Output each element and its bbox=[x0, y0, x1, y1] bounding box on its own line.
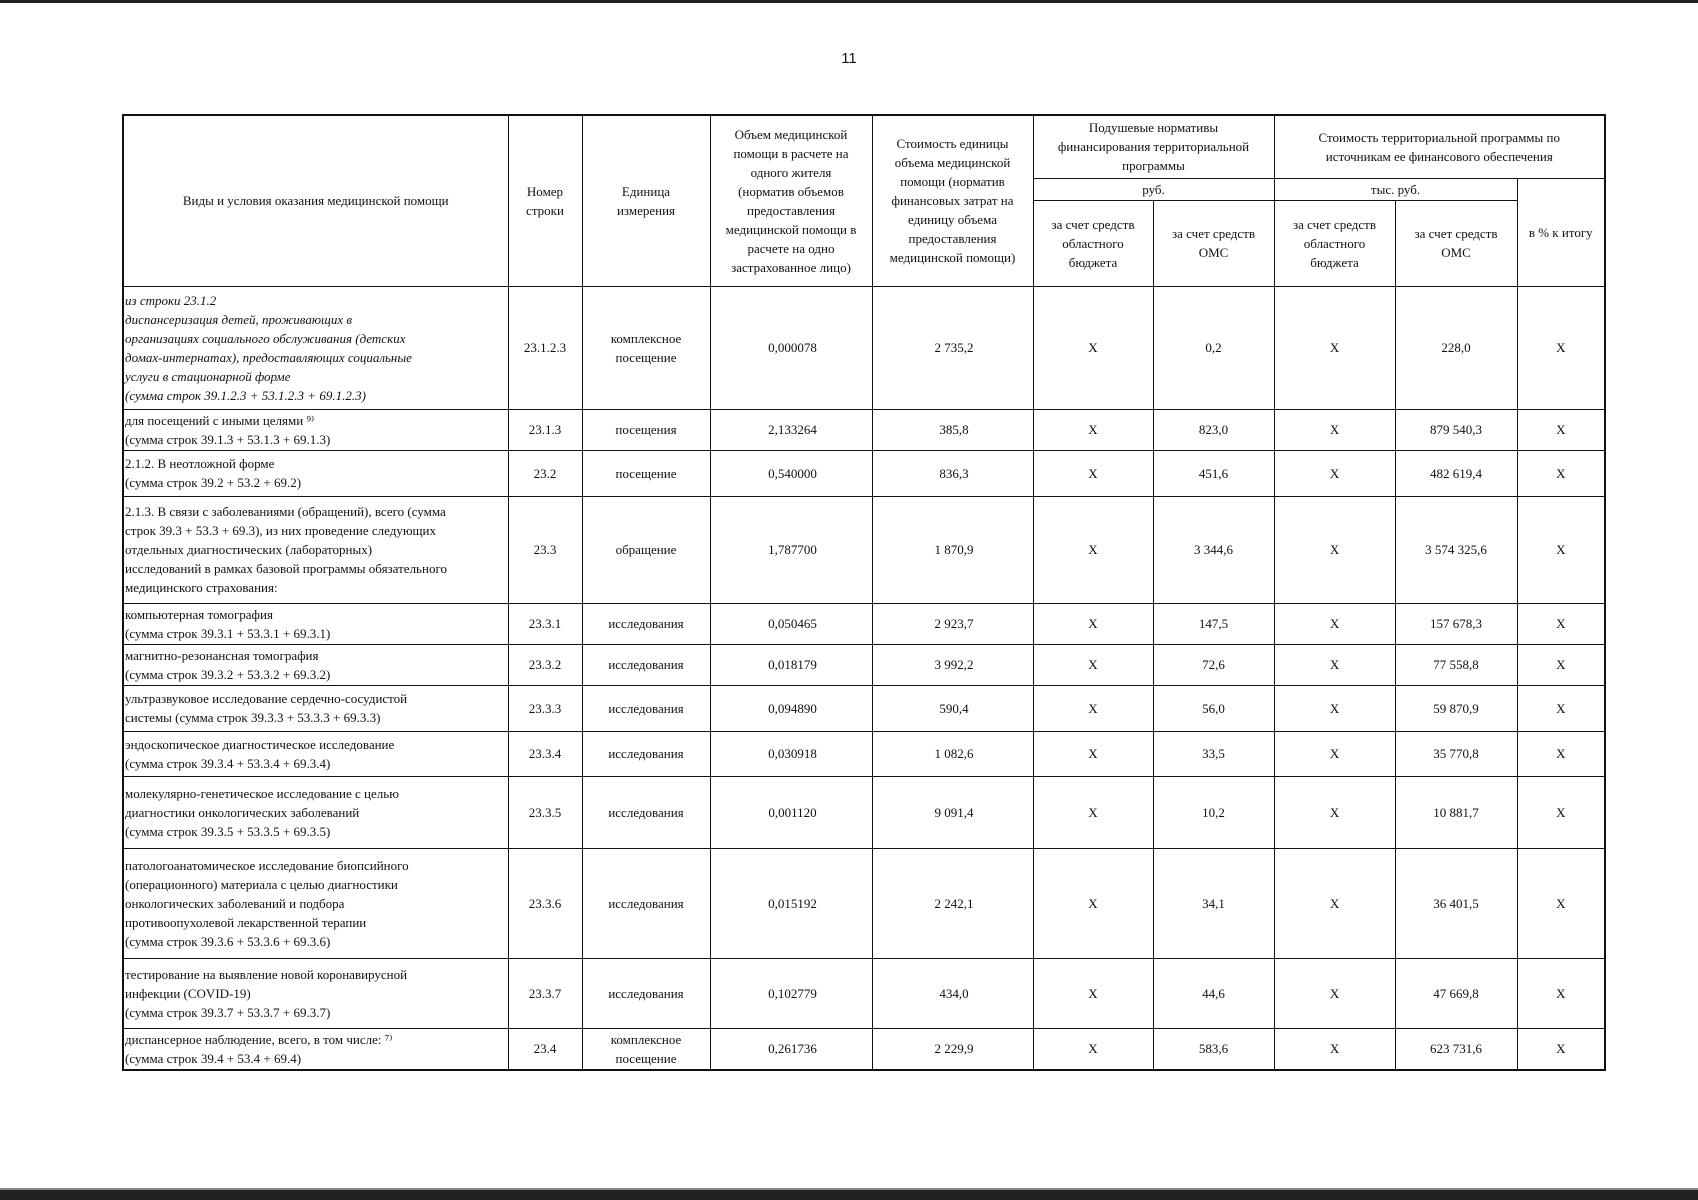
row-unit: комплексное посещение bbox=[582, 286, 710, 409]
row-cost-budget: Х bbox=[1274, 776, 1395, 848]
row-per-capita-oms: 10,2 bbox=[1153, 776, 1274, 848]
row-unit: посещения bbox=[582, 409, 710, 450]
row-number: 23.3.6 bbox=[508, 848, 582, 958]
row-per-capita-oms: 451,6 bbox=[1153, 450, 1274, 496]
row-percent-total: Х bbox=[1517, 409, 1605, 450]
row-per-capita-oms: 583,6 bbox=[1153, 1028, 1274, 1070]
row-per-capita-oms: 3 344,6 bbox=[1153, 496, 1274, 603]
row-volume: 0,261736 bbox=[710, 1028, 872, 1070]
scan-top-edge bbox=[0, 0, 1698, 3]
header-type: Виды и условия оказания медицинской помощи bbox=[123, 115, 508, 286]
row-per-capita-oms: 823,0 bbox=[1153, 409, 1274, 450]
row-description: магнитно-резонансная томография (сумма строк 39.3.2 + 53.3.2 + 69.3.2) bbox=[123, 644, 508, 685]
table-row bbox=[123, 848, 1605, 958]
row-percent-total: Х bbox=[1517, 776, 1605, 848]
row-per-capita-budget: Х bbox=[1033, 848, 1153, 958]
row-cost-oms: 47 669,8 bbox=[1395, 958, 1517, 1028]
header-row-number: Номер строки bbox=[508, 115, 582, 286]
row-per-capita-oms: 56,0 bbox=[1153, 685, 1274, 731]
header-regional-budget: за счет средств областного бюджета bbox=[1033, 200, 1153, 286]
row-per-capita-oms: 44,6 bbox=[1153, 958, 1274, 1028]
row-unit: исследования bbox=[582, 776, 710, 848]
table-row bbox=[123, 409, 1605, 450]
row-cost-oms: 59 870,9 bbox=[1395, 685, 1517, 731]
row-unit-cost: 385,8 bbox=[872, 409, 1033, 450]
row-description: компьютерная томография (сумма строк 39.3.1 + 53.3.1 + 69.3.1) bbox=[123, 603, 508, 644]
row-cost-budget: Х bbox=[1274, 958, 1395, 1028]
row-unit-cost: 434,0 bbox=[872, 958, 1033, 1028]
row-volume: 1,787700 bbox=[710, 496, 872, 603]
row-unit: исследования bbox=[582, 848, 710, 958]
table-header bbox=[123, 115, 1605, 286]
row-unit: обращение bbox=[582, 496, 710, 603]
table-row bbox=[123, 603, 1605, 644]
row-unit: исследования bbox=[582, 644, 710, 685]
row-per-capita-budget: Х bbox=[1033, 731, 1153, 776]
row-unit-cost: 2 735,2 bbox=[872, 286, 1033, 409]
row-cost-oms: 879 540,3 bbox=[1395, 409, 1517, 450]
row-percent-total: Х bbox=[1517, 644, 1605, 685]
row-volume: 2,133264 bbox=[710, 409, 872, 450]
row-percent-total: Х bbox=[1517, 731, 1605, 776]
financing-table bbox=[122, 114, 1606, 1071]
row-unit-cost: 1 082,6 bbox=[872, 731, 1033, 776]
page-number: 11 bbox=[841, 50, 857, 67]
row-percent-total: Х bbox=[1517, 286, 1605, 409]
row-unit: комплексное посещение bbox=[582, 1028, 710, 1070]
row-percent-total: Х bbox=[1517, 603, 1605, 644]
table-row bbox=[123, 644, 1605, 685]
row-cost-budget: Х bbox=[1274, 1028, 1395, 1070]
row-percent-total: Х bbox=[1517, 450, 1605, 496]
row-per-capita-budget: Х bbox=[1033, 958, 1153, 1028]
row-number: 23.2 bbox=[508, 450, 582, 496]
row-per-capita-budget: Х bbox=[1033, 450, 1153, 496]
row-unit-cost: 2 923,7 bbox=[872, 603, 1033, 644]
row-number: 23.3.2 bbox=[508, 644, 582, 685]
row-number: 23.1.3 bbox=[508, 409, 582, 450]
row-volume: 0,000078 bbox=[710, 286, 872, 409]
row-unit: посещение bbox=[582, 450, 710, 496]
row-unit: исследования bbox=[582, 731, 710, 776]
header-unit: Единица измерения bbox=[582, 115, 710, 286]
row-cost-budget: Х bbox=[1274, 848, 1395, 958]
header-cost: Стоимость единицы объема медицинской помощи (норматив финансовых затрат на единицу объема предоставления медицинской помощи) bbox=[872, 115, 1033, 286]
table-row bbox=[123, 685, 1605, 731]
row-percent-total: Х bbox=[1517, 958, 1605, 1028]
row-unit-cost: 2 242,1 bbox=[872, 848, 1033, 958]
row-volume: 0,015192 bbox=[710, 848, 872, 958]
row-cost-oms: 35 770,8 bbox=[1395, 731, 1517, 776]
row-description: для посещений с иными целями ⁹⁾ (сумма строк 39.1.3 + 53.1.3 + 69.1.3) bbox=[123, 409, 508, 450]
table-row bbox=[123, 286, 1605, 409]
row-per-capita-budget: Х bbox=[1033, 685, 1153, 731]
row-per-capita-budget: Х bbox=[1033, 409, 1153, 450]
table-row bbox=[123, 731, 1605, 776]
row-per-capita-budget: Х bbox=[1033, 776, 1153, 848]
row-description: тестирование на выявление новой коронавирусной инфекции (COVID-19) (сумма строк 39.3.7 + 53.3.7 + 69.3.7) bbox=[123, 958, 508, 1028]
row-description: 2.1.2. В неотложной форме (сумма строк 39.2 + 53.2 + 69.2) bbox=[123, 450, 508, 496]
header-regional-budget-2: за счет средств областного бюджета bbox=[1274, 200, 1395, 286]
row-volume: 0,001120 bbox=[710, 776, 872, 848]
row-cost-oms: 10 881,7 bbox=[1395, 776, 1517, 848]
row-volume: 0,094890 bbox=[710, 685, 872, 731]
row-cost-budget: Х bbox=[1274, 731, 1395, 776]
table-row bbox=[123, 958, 1605, 1028]
header-oms-2: за счет средств ОМС bbox=[1395, 200, 1517, 286]
row-cost-oms: 3 574 325,6 bbox=[1395, 496, 1517, 603]
row-unit-cost: 2 229,9 bbox=[872, 1028, 1033, 1070]
row-description: ультразвуковое исследование сердечно-сосудистой системы (сумма строк 39.3.3 + 53.3.3 + 69.3.3) bbox=[123, 685, 508, 731]
row-unit-cost: 3 992,2 bbox=[872, 644, 1033, 685]
row-number: 23.3.1 bbox=[508, 603, 582, 644]
table-row bbox=[123, 496, 1605, 603]
table-row bbox=[123, 776, 1605, 848]
row-volume: 0,050465 bbox=[710, 603, 872, 644]
header-program-cost: Стоимость территориальной программы по источникам ее финансового обеспечения bbox=[1274, 115, 1605, 178]
row-cost-budget: Х bbox=[1274, 450, 1395, 496]
row-volume: 0,540000 bbox=[710, 450, 872, 496]
row-cost-budget: Х bbox=[1274, 286, 1395, 409]
row-cost-oms: 77 558,8 bbox=[1395, 644, 1517, 685]
row-description: из строки 23.1.2 диспансеризация детей, проживающих в организациях социального обслуживания (детских домах-интернатах), предоставляющих социальные услуги в стационарной форме (сумма строк 39.1.2.3 + 53.1.2.3 + 69.1.2.3) bbox=[123, 286, 508, 409]
row-description: диспансерное наблюдение, всего, в том числе: ⁷⁾ (сумма строк 39.4 + 53.4 + 69.4) bbox=[123, 1028, 508, 1070]
row-description: эндоскопическое диагностическое исследование (сумма строк 39.3.4 + 53.3.4 + 69.3.4) bbox=[123, 731, 508, 776]
row-per-capita-oms: 0,2 bbox=[1153, 286, 1274, 409]
row-cost-budget: Х bbox=[1274, 409, 1395, 450]
row-cost-oms: 623 731,6 bbox=[1395, 1028, 1517, 1070]
row-unit-cost: 590,4 bbox=[872, 685, 1033, 731]
row-cost-budget: Х bbox=[1274, 496, 1395, 603]
row-percent-total: Х bbox=[1517, 685, 1605, 731]
table-row bbox=[123, 1028, 1605, 1070]
row-volume: 0,102779 bbox=[710, 958, 872, 1028]
row-percent-total: Х bbox=[1517, 848, 1605, 958]
row-volume: 0,030918 bbox=[710, 731, 872, 776]
header-oms: за счет средств ОМС bbox=[1153, 200, 1274, 286]
row-per-capita-budget: Х bbox=[1033, 286, 1153, 409]
scan-bottom-edge bbox=[0, 1190, 1698, 1200]
row-unit-cost: 1 870,9 bbox=[872, 496, 1033, 603]
row-description: патологоанатомическое исследование биопсийного (операционного) материала с целью диагностики онкологических заболеваний и подбора противоопухолевой лекарственной терапии (сумма строк 39.3.6 + 53.3.6 + 69.3.6) bbox=[123, 848, 508, 958]
table-row bbox=[123, 450, 1605, 496]
header-volume: Объем медицинской помощи в расчете на одного жителя (норматив объемов предоставления медицинской помощи в расчете на одно застрахованное лицо) bbox=[710, 115, 872, 286]
row-per-capita-budget: Х bbox=[1033, 603, 1153, 644]
row-per-capita-budget: Х bbox=[1033, 644, 1153, 685]
row-number: 23.3.4 bbox=[508, 731, 582, 776]
row-number: 23.3.5 bbox=[508, 776, 582, 848]
row-per-capita-oms: 33,5 bbox=[1153, 731, 1274, 776]
row-number: 23.3.7 bbox=[508, 958, 582, 1028]
header-unit-thousand-rub: тыс. руб. bbox=[1274, 178, 1517, 200]
row-number: 23.3.3 bbox=[508, 685, 582, 731]
row-cost-oms: 157 678,3 bbox=[1395, 603, 1517, 644]
row-description: молекулярно-генетическое исследование с целью диагностики онкологических заболеваний (сумма строк 39.3.5 + 53.3.5 + 69.3.5) bbox=[123, 776, 508, 848]
row-cost-budget: Х bbox=[1274, 644, 1395, 685]
row-unit: исследования bbox=[582, 603, 710, 644]
row-unit-cost: 836,3 bbox=[872, 450, 1033, 496]
row-cost-budget: Х bbox=[1274, 685, 1395, 731]
table-body bbox=[123, 286, 1605, 1070]
row-number: 23.1.2.3 bbox=[508, 286, 582, 409]
row-unit-cost: 9 091,4 bbox=[872, 776, 1033, 848]
row-cost-oms: 36 401,5 bbox=[1395, 848, 1517, 958]
row-unit: исследования bbox=[582, 958, 710, 1028]
header-unit-rub: руб. bbox=[1033, 178, 1274, 200]
row-volume: 0,018179 bbox=[710, 644, 872, 685]
row-number: 23.4 bbox=[508, 1028, 582, 1070]
header-per-capita: Подушевые нормативы финансирования территориальной программы bbox=[1033, 115, 1274, 178]
row-cost-oms: 482 619,4 bbox=[1395, 450, 1517, 496]
row-cost-budget: Х bbox=[1274, 603, 1395, 644]
header-percent-total: в % к итогу bbox=[1517, 178, 1605, 286]
row-number: 23.3 bbox=[508, 496, 582, 603]
row-per-capita-oms: 34,1 bbox=[1153, 848, 1274, 958]
row-per-capita-budget: Х bbox=[1033, 496, 1153, 603]
row-percent-total: Х bbox=[1517, 496, 1605, 603]
row-unit: исследования bbox=[582, 685, 710, 731]
row-per-capita-oms: 147,5 bbox=[1153, 603, 1274, 644]
row-per-capita-oms: 72,6 bbox=[1153, 644, 1274, 685]
row-per-capita-budget: Х bbox=[1033, 1028, 1153, 1070]
row-cost-oms: 228,0 bbox=[1395, 286, 1517, 409]
row-description: 2.1.3. В связи с заболеваниями (обращений), всего (сумма строк 39.3 + 53.3 + 69.3), из них проведение следующих отдельных диагностических (лабораторных) исследований в рамках базовой программы обязательного медицинского страхования: bbox=[123, 496, 508, 603]
row-percent-total: Х bbox=[1517, 1028, 1605, 1070]
